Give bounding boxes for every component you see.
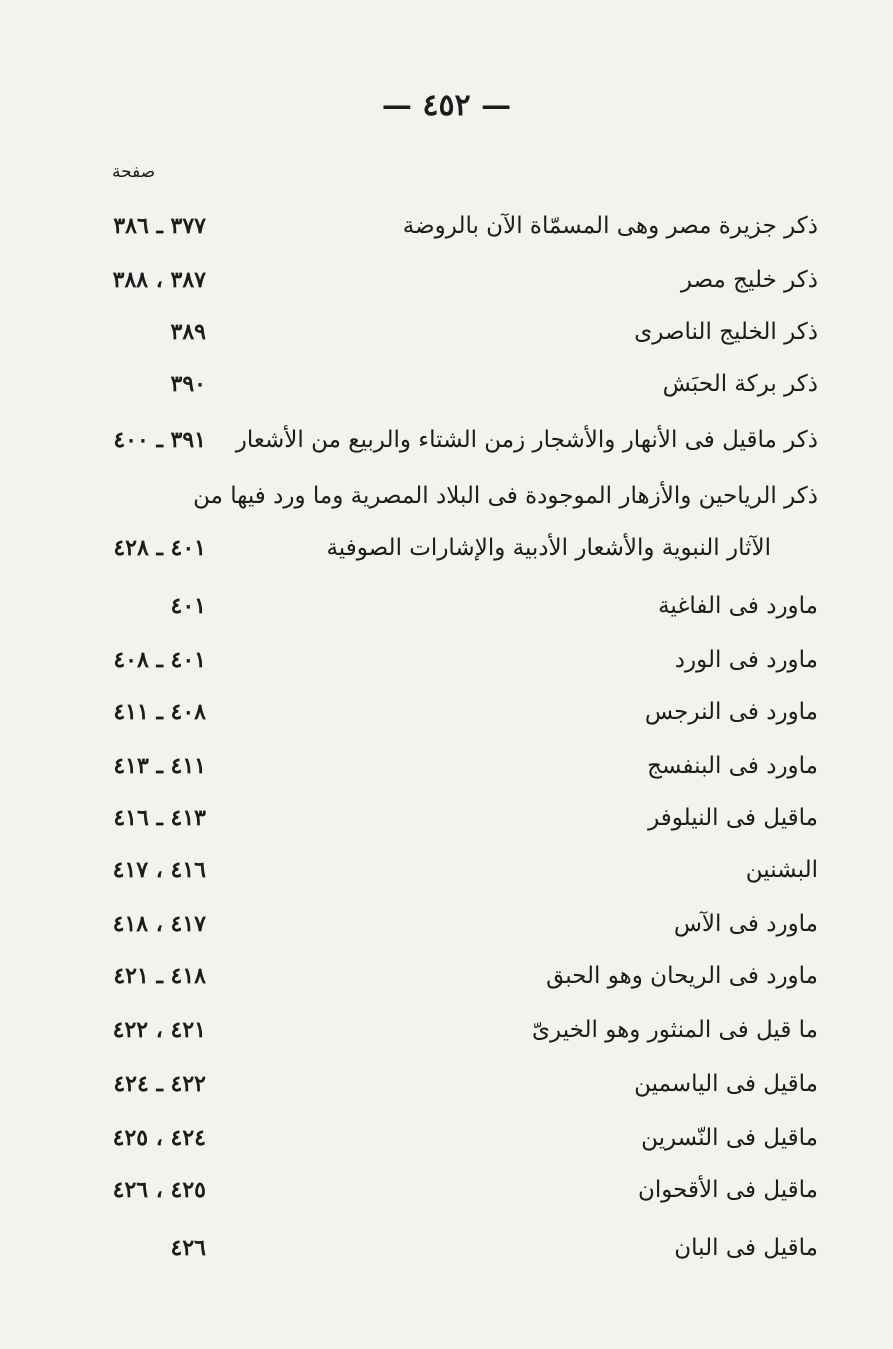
entry-pages: ٣٩١ ـ ٤٠٠ — [113, 427, 206, 453]
toc-entry — [0, 744, 893, 788]
toc-entry — [0, 690, 893, 734]
entry-title: ماورد فى البنفسج — [647, 753, 818, 779]
entry-title: ماورد فى النرجس — [644, 699, 818, 725]
toc-entry — [0, 1116, 893, 1160]
toc-entry — [0, 258, 893, 302]
entry-title: البشنين — [745, 857, 818, 883]
toc-entry — [0, 638, 893, 682]
entry-pages: ٤٢٢ ـ ٤٢٤ — [113, 1071, 206, 1097]
entry-title: ذكر الرياحين والأزهار الموجودة فى البلاد المصرية وما ورد فيها من — [193, 483, 818, 509]
toc-entry — [0, 848, 893, 892]
entry-pages: ٤١٦ ، ٤١٧ — [112, 857, 206, 883]
toc-entry — [0, 526, 893, 570]
entry-title: ماقيل فى الياسمين — [634, 1071, 818, 1097]
entry-title: ماقيل فى النّسرين — [641, 1125, 818, 1151]
toc-entry — [0, 204, 893, 248]
entry-pages: ٤٠١ — [170, 593, 206, 619]
toc-entry — [0, 474, 893, 518]
entry-pages: ٣٨٩ — [170, 319, 206, 345]
entry-pages: ٤٢٥ ، ٤٢٦ — [112, 1177, 206, 1203]
entry-pages: ٤١٣ ـ ٤١٦ — [113, 805, 206, 831]
entry-pages: ٤٠٨ ـ ٤١١ — [113, 699, 206, 725]
toc-entry — [0, 1226, 893, 1270]
toc-entry — [0, 1008, 893, 1052]
entry-pages: ٤١٨ ـ ٤٢١ — [113, 963, 206, 989]
entry-pages: ٣٧٧ ـ ٣٨٦ — [113, 213, 206, 239]
column-header-page: صفحة — [112, 162, 156, 182]
entry-title: ماقيل فى الأقحوان — [638, 1177, 818, 1203]
toc-entry — [0, 1168, 893, 1212]
toc-entry — [0, 954, 893, 998]
entry-pages: ٤٠١ ـ ٤٢٨ — [113, 535, 206, 561]
entry-pages: ٤١٧ ، ٤١٨ — [112, 911, 206, 937]
entry-pages: ٣٨٧ ، ٣٨٨ — [112, 267, 206, 293]
toc-entry — [0, 902, 893, 946]
page-number: — ٤٥٢ — — [381, 88, 512, 123]
toc-entry — [0, 362, 893, 406]
entry-title: ذكر بركة الحبَش — [662, 371, 818, 397]
entry-title: ماورد فى الآس — [673, 911, 818, 937]
toc-entry — [0, 796, 893, 840]
toc-entry — [0, 310, 893, 354]
entry-pages: ٤١١ ـ ٤١٣ — [113, 753, 206, 779]
toc-entry — [0, 1062, 893, 1106]
entry-title: ماقيل فى البان — [674, 1235, 818, 1261]
entry-title: ما قيل فى المنثور وهو الخيرىّ — [532, 1017, 818, 1043]
entry-pages: ٤٢٤ ، ٤٢٥ — [112, 1125, 206, 1151]
entry-pages: ٤٢١ ، ٤٢٢ — [112, 1017, 206, 1043]
entry-title: ذكر جزيرة مصر وهى المسمّاة الآن بالروضة — [402, 213, 818, 239]
entry-title: ماورد فى الريحان وهو الحبق — [546, 963, 818, 989]
toc-entry — [0, 584, 893, 628]
entry-title: ماورد فى الورد — [674, 647, 818, 673]
entry-pages: ٣٩٠ — [170, 371, 206, 397]
entry-title: ذكر الخليج الناصرى — [634, 319, 818, 345]
toc-entry — [0, 418, 893, 462]
entry-title: ماقيل فى النيلوفر — [648, 805, 818, 831]
entry-title: الآثار النبوية والأشعار الأدبية والإشارات الصوفية — [326, 535, 771, 561]
entry-pages: ٤٢٦ — [170, 1235, 206, 1261]
entry-pages: ٤٠١ ـ ٤٠٨ — [113, 647, 206, 673]
entry-title: ذكر خليج مصر — [680, 267, 818, 293]
entry-title: ذكر ماقيل فى الأنهار والأشجار زمن الشتاء والربيع من الأشعار — [235, 427, 818, 453]
entry-title: ماورد فى الفاغية — [658, 593, 818, 619]
